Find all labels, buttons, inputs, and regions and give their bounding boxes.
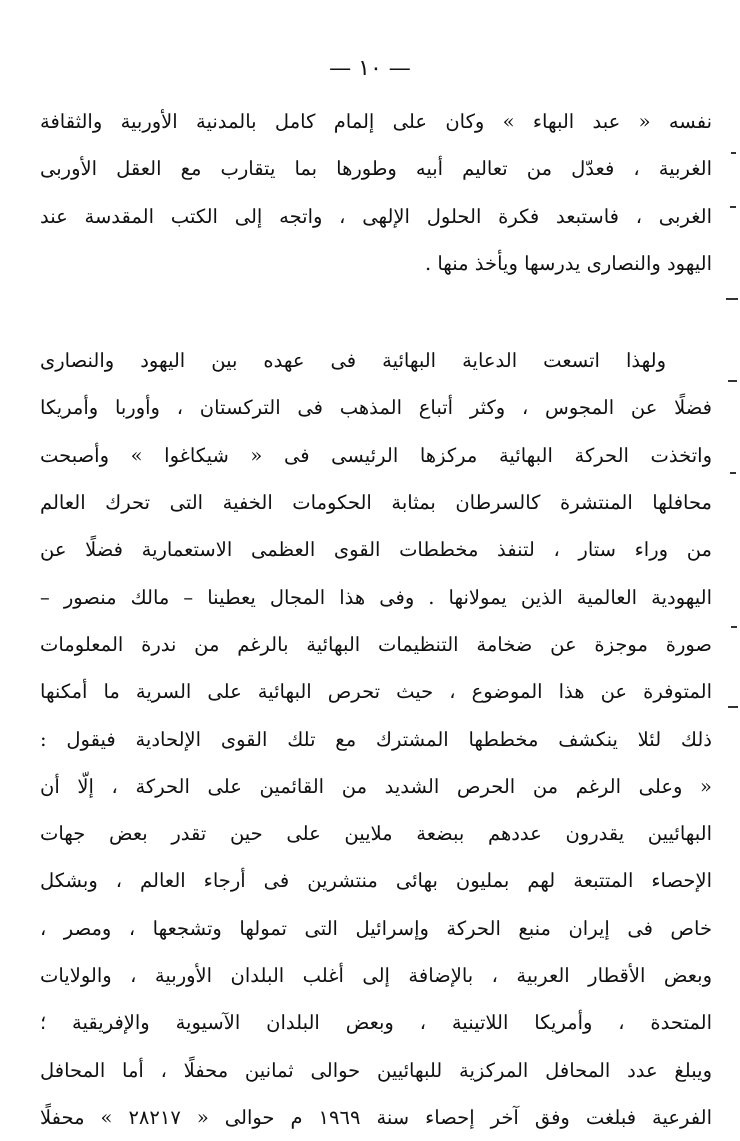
text-line: الغربية ، فعدّل من تعاليم أبيه وطورها بما يتقارب مع العقل الأوربى: [40, 157, 712, 181]
text-line: « وعلى الرغم من الحرص الشديد من القائمين على الحركة ، إلّا أن: [40, 774, 712, 798]
text-line: من وراء ستار ، لتنفذ مخططات القوى العظمى الاستعمارية فضلًا عن: [40, 538, 712, 562]
text-line: اليهودية العالمية الذين يمولانها . وفى هذا المجال يعطينا – مالك منصور –: [40, 585, 712, 609]
text-line: الغربى ، فاستبعد فكرة الحلول الإلهى ، واتجه إلى الكتب المقدسة عند: [40, 204, 712, 228]
text-line: البهائيين يقدرون عددهم ببضعة ملايين على حين تقدر بعض جهات: [40, 822, 712, 846]
text-line: الفرعية فبلغت وفق آخر إحصاء سنة ١٩٦٩ م حوالى « ٢٨٢١٧ » محفلًا: [40, 1105, 712, 1129]
page-number: — ١٠ —: [329, 56, 411, 81]
text-line: اليهود والنصارى يدرسها ويأخذ منها .: [424, 251, 712, 275]
page-body: [40, 98, 712, 1141]
text-line: خاص فى إيران منبع الحركة وإسرائيل التى تمولها وتشجعها ، ومصر ،: [40, 916, 712, 940]
text-line: واتخذت الحركة البهائية مركزها الرئيسى فى « شيكاغوا » وأصبحت: [40, 443, 712, 467]
scan-mark: [730, 206, 736, 208]
scan-mark: [730, 472, 736, 474]
scan-mark: [731, 152, 736, 154]
scan-mark: [728, 380, 737, 382]
text-line: وبعض الأقطار العربية ، بالإضافة إلى أغلب البلدان الأوربية ، والولايات: [40, 964, 712, 988]
text-line: المتوفرة عن هذا الموضوع ، حيث تحرص البهائية على السرية ما أمكنها: [40, 680, 712, 704]
text-line: محافلها المنتشرة كالسرطان بمثابة الحكومات الخفية التى تحرك العالم: [40, 491, 712, 515]
paragraph-gap: [40, 287, 712, 337]
text-line: المتحدة ، وأمريكا اللاتينية ، وبعض البلدان الآسيوية والإفريقية ؛: [40, 1011, 712, 1035]
text-line: ذلك لئلا ينكشف مخططها المشترك مع تلك القوى الإلحادية فيقول :: [40, 727, 712, 751]
text-line: فضلًا عن المجوس ، وكثر أتباع المذهب فى التركستان ، وأوربا وأمريكا: [40, 396, 712, 420]
scan-mark: [726, 298, 738, 300]
text-line: الإحصاء المتتبعة لهم بمليون بهائى منتشرين فى أرجاء العالم ، وبشكل: [40, 869, 712, 893]
text-line: ويبلغ عدد المحافل المركزية للبهائيين حوالى ثمانين محفلًا ، أما المحافل: [40, 1058, 712, 1082]
text-line: نفسه « عبد البهاء » وكان على إلمام كامل بالمدنية الأوربية والثقافة: [40, 110, 712, 133]
text-line: صورة موجزة عن ضخامة التنظيمات البهائية بالرغم من ندرة المعلومات: [40, 632, 712, 656]
text-line: ولهذا اتسعت الدعاية البهائية فى عهده بين اليهود والنصارى: [40, 349, 666, 373]
scan-mark: [731, 626, 737, 628]
scan-mark: [728, 706, 738, 708]
